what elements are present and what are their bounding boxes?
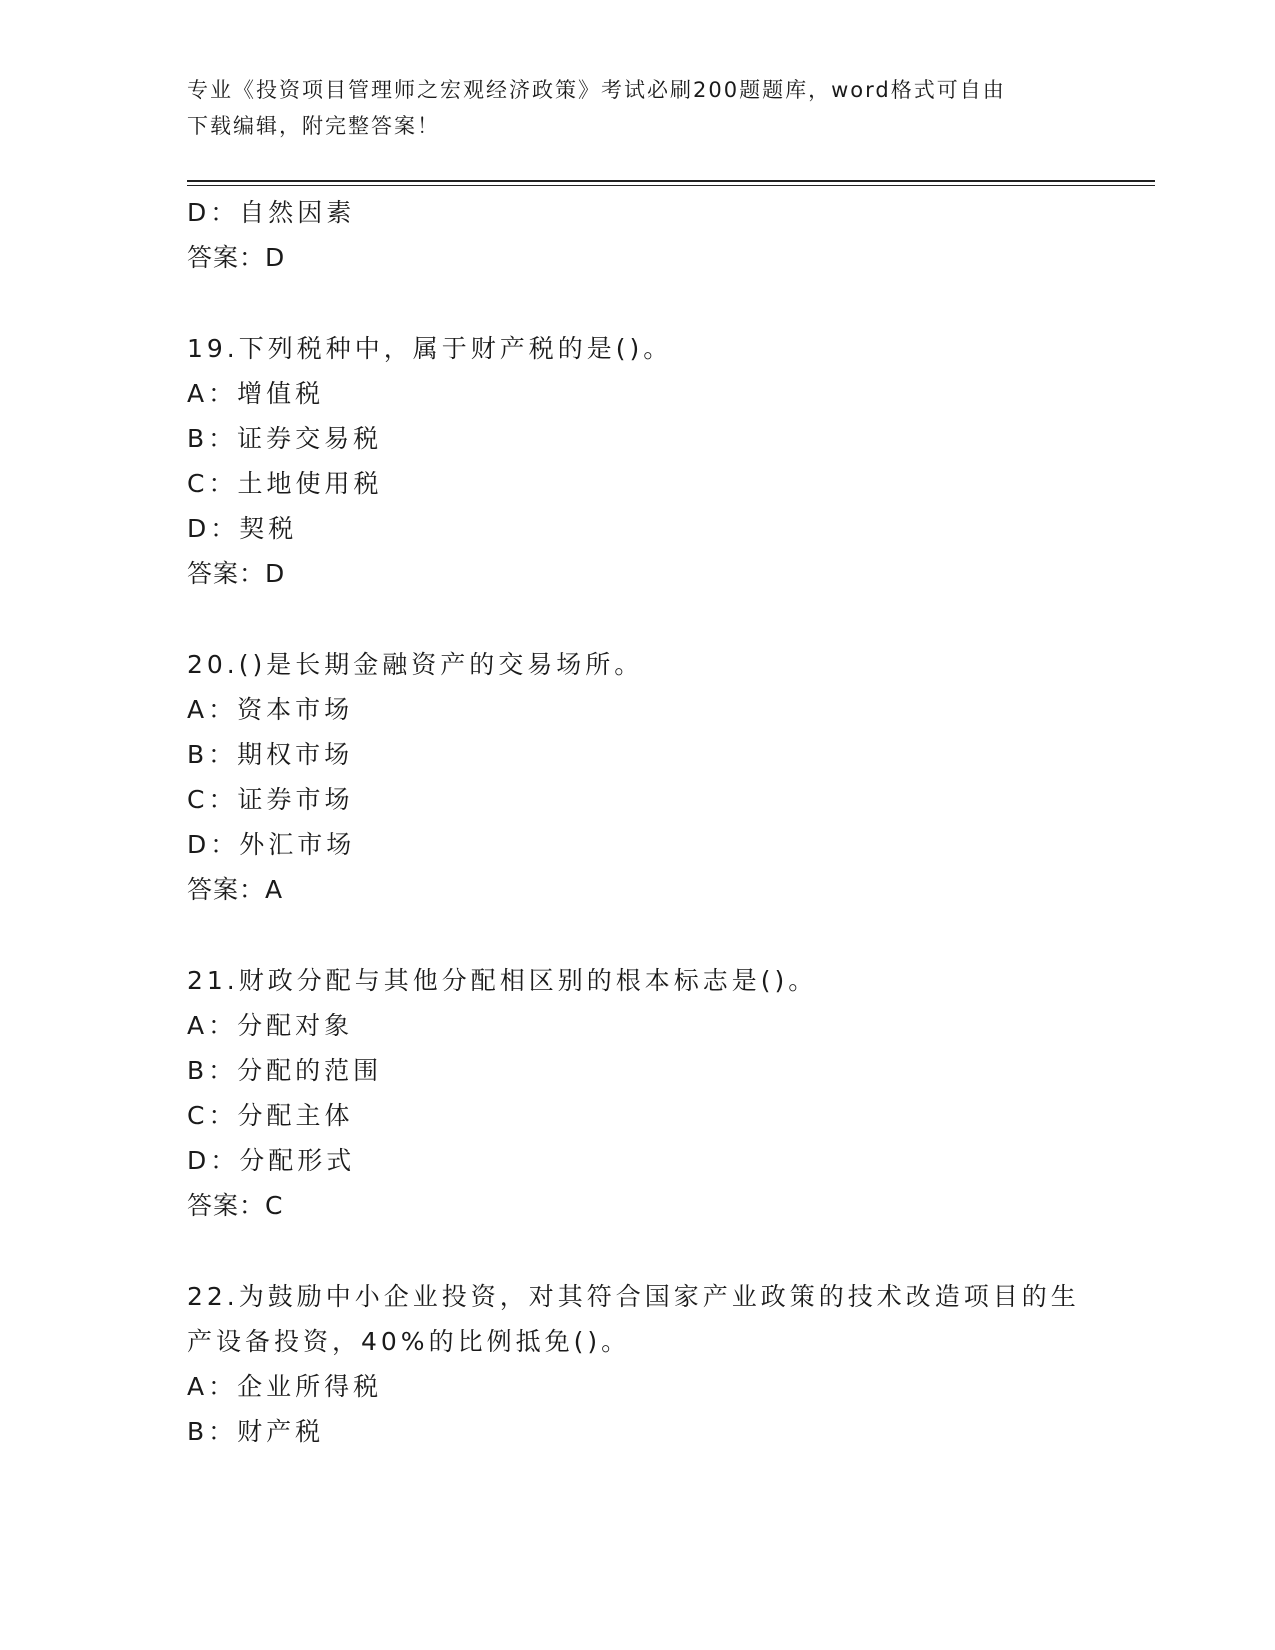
question-list — [187, 190, 1087, 1454]
question-stem-line-1: 22.为鼓励中小企业投资，对其符合国家产业政策的技术改造项目的生 — [187, 1282, 1080, 1311]
question-stem: 21.财政分配与其他分配相区别的根本标志是()。 — [187, 966, 818, 995]
option-d: D：契税 — [187, 514, 298, 543]
header-line-2: 下载编辑，附完整答案！ — [187, 114, 440, 138]
option-b: B：分配的范围 — [187, 1056, 383, 1085]
option-a: A：分配对象 — [187, 1011, 354, 1040]
option-a: A：企业所得税 — [187, 1372, 383, 1401]
option-b: B：期权市场 — [187, 740, 354, 769]
question-stem: 19.下列税种中，属于财产税的是()。 — [187, 334, 673, 363]
header-rule-thick — [187, 180, 1155, 182]
option-c: C：土地使用税 — [187, 469, 383, 498]
answer: 答案：A — [187, 875, 284, 904]
document-header — [187, 72, 1067, 144]
question-21 — [187, 958, 1087, 1228]
question-stem: 20.()是长期金融资产的交易场所。 — [187, 650, 644, 679]
option-b: B：证券交易税 — [187, 424, 383, 453]
question-20 — [187, 642, 1087, 912]
header-rule-thin — [187, 185, 1155, 186]
question-19 — [187, 326, 1087, 596]
option-a: A：资本市场 — [187, 695, 354, 724]
option-b: B：财产税 — [187, 1417, 325, 1446]
prev-answer: 答案：D — [187, 243, 286, 272]
answer: 答案：D — [187, 559, 286, 588]
option-d: D：分配形式 — [187, 1146, 356, 1175]
option-c: C：分配主体 — [187, 1101, 354, 1130]
option-a: A：增值税 — [187, 379, 325, 408]
header-line-1: 专业《投资项目管理师之宏观经济政策》考试必刷200题题库，word格式可自由 — [187, 78, 1006, 102]
question-22 — [187, 1274, 1087, 1454]
question-stem-line-2: 产设备投资，40%的比例抵免()。 — [187, 1327, 631, 1356]
answer: 答案：C — [187, 1191, 284, 1220]
prev-option-d: D：自然因素 — [187, 198, 356, 227]
option-d: D：外汇市场 — [187, 830, 356, 859]
option-c: C：证券市场 — [187, 785, 354, 814]
